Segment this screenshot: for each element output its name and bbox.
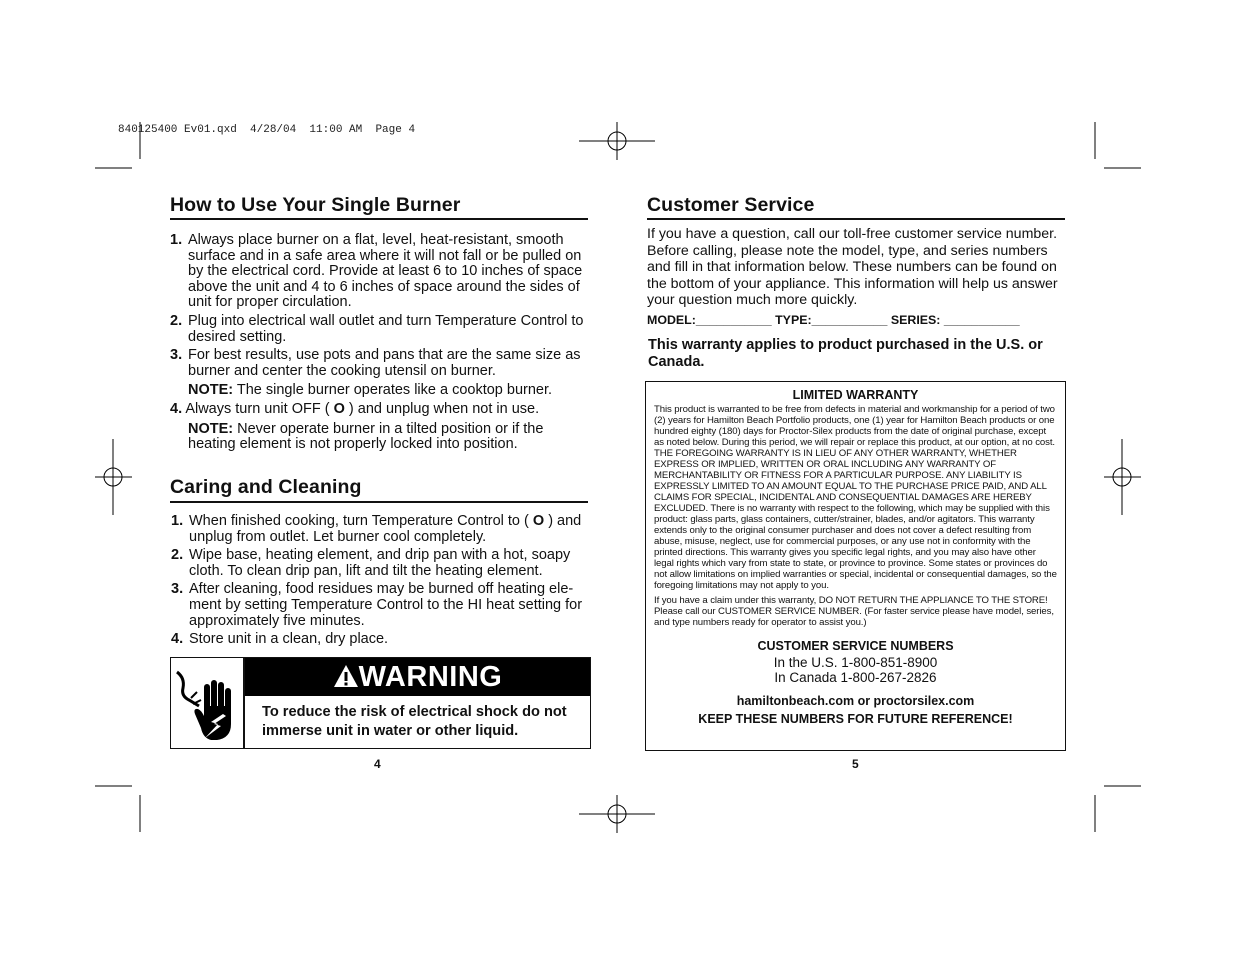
warranty-paragraph-2: If you have a claim under this warranty, DO NOT RETURN THE APPLIANCE TO THE STORE! Please call our CUSTOMER SERVICE NUMBER. (For faster service please have model, series, and type numbers ready for operator to assist you.) (654, 595, 1054, 628)
serial-fields: MODEL:___________ TYPE:___________ SERIES: ___________ (647, 313, 1020, 327)
step-text: Always place burner on a flat, level, heat-resistant, smooth surface and in a safe area where it will not fall or be pulled on by the electrical cord. Provide at least 6 to 10 inches of space above the unit and 4 to 6 inches of space around the sides of unit for proper circulation. (188, 232, 583, 311)
us-phone: In the U.S. 1-800-851-8900 (773, 655, 938, 670)
electric-shock-hand-icon (171, 658, 243, 748)
warning-heading-bar (245, 658, 590, 696)
keep-numbers-note: KEEP THESE NUMBERS FOR FUTURE REFERENCE! (698, 712, 1013, 726)
page-number-left: 4 (374, 757, 381, 771)
warranty-title: LIMITED WARRANTY (792, 388, 919, 402)
title-rule (170, 218, 588, 220)
warning-icon-panel (171, 658, 245, 748)
warning-triangle-icon (333, 660, 359, 684)
file-slug: 840125400 Ev01.qxd 4/28/04 11:00 AM Page 4 (118, 124, 416, 136)
section-title-customer-service: Customer Service (647, 194, 815, 216)
warning-box (170, 657, 591, 749)
warranty-paragraph-1: This product is warranted to be free from defects in material and workmanship for a period of two (2) years for Hamilton Beach Portfolio products, one (1) year for Hamilton Beach products or one hundred eighty (180) days for Proctor-Silex products from the date of original purchase, except as noted below. During this period, we will repair or replace this product, at our option, at no cost. THE FOREGOING WARRANTY IS IN LIEU OF ANY OTHER WARRANTY, WHETHER EXPRESS OR IMPLIED, WRITTEN OR ORAL INCLUDING ANY WARRANTY OF MERCHANTABILITY OR FITNESS FOR A PARTICULAR PURPOSE. ANY LIABILITY IS EXPRESSLY LIMITED TO AN AMOUNT EQUAL TO THE PURCHASE PRICE PAID, AND ALL CLAIMS FOR SPECIAL, INCIDENTAL AND CONSEQUENTIAL DAMAGES ARE HEREBY EXCLUDED. There is no warranty with respect to the following, which may be supplied with this product: glass parts, glass containers, cutter/strainer, blades, and/or agitators. This warranty extends only to the original consumer purchaser and does not cover a defect resulting from abuse, misuse, neglect, use for commercial purposes, or any use not in conformity with the printed directions. This warranty gives you specific legal rights, and you may also have other legal rights which vary from state to state, or province to province. Some states or provinces do not allow limitations on implied warranties or special, incidental or consequential damages, so the foregoing limitations may not apply to you. (654, 404, 1057, 591)
warning-text: To reduce the risk of electrical shock do not immerse unit in water or other liquid. (262, 704, 567, 739)
list-item: 3. For best results, use pots and pans that are the same size as burner and center the cooking utensil on burner. NOTE: The single burner operates like a cooktop burner. (170, 348, 590, 399)
list-item: 1. When finished cooking, turn Temperature Control to ( O ) and unplug from outlet. Let burner cool completely. (171, 513, 582, 545)
section-title-caring: Caring and Cleaning (170, 476, 362, 498)
title-rule (647, 218, 1065, 220)
list-item: 1. Always place burner on a flat, level, heat-resistant, smooth surface and in a safe area where it will not fall or be pulled on by the electrical cord. Provide at least 6 to 10 inches of space above the unit and 4 to 6 inches of space around the sides of unit for proper circulation. (170, 232, 583, 311)
title-rule (170, 501, 588, 503)
list-item: 2. Plug into electrical wall outlet and turn Temperature Control to desired setting. (170, 312, 584, 345)
step-note: NOTE: Never operate burner in a tilted position or if the heating element is not properly locked into position. (188, 420, 544, 453)
list-item: 4. Store unit in a clean, dry place. (171, 631, 389, 648)
page-number-right: 5 (852, 757, 859, 771)
list-item: 2. Wipe base, heating element, and drip pan with a hot, soapy cloth. To clean drip pan, lift and tilt the heating element. (171, 547, 571, 579)
canada-phone: In Canada 1-800-267-2826 (774, 670, 937, 685)
section-title-how-to-use: How to Use Your Single Burner (170, 194, 461, 216)
limited-warranty-box (645, 381, 1066, 751)
list-item: 3. After cleaning, food residues may be burned off heating ele-ment by setting Temperature Control to the HI heat setting for approximately five minutes. (171, 581, 583, 629)
customer-service-intro: If you have a question, call our toll-free customer service number. Before calling, please note the model, type, and series numbers and fill in that information below. These numbers can be found on the bottom of your appliance. This information will help us answer your question much more quickly. (647, 226, 1058, 309)
usage-steps (170, 233, 590, 456)
step-text: For best results, use pots and pans that are the same size as burner and center the cooking utensil on burner. (188, 347, 581, 379)
step-text: Plug into electrical wall outlet and turn Temperature Control to desired setting. (188, 312, 584, 345)
cs-numbers-title: CUSTOMER SERVICE NUMBERS (757, 639, 954, 653)
list-item: 4. Always turn unit OFF ( O ) and unplug when not in use. NOTE: Never operate burner in a tilted position or if the heating element is not properly locked into position. (170, 402, 590, 453)
warning-heading: WARNING (358, 661, 503, 693)
warranty-applies: This warranty applies to product purchased in the U.S. or Canada. (648, 337, 1043, 370)
cleaning-steps (171, 514, 591, 651)
step-note: NOTE: The single burner operates like a cooktop burner. (188, 382, 553, 399)
website: hamiltonbeach.com or proctorsilex.com (736, 694, 975, 708)
